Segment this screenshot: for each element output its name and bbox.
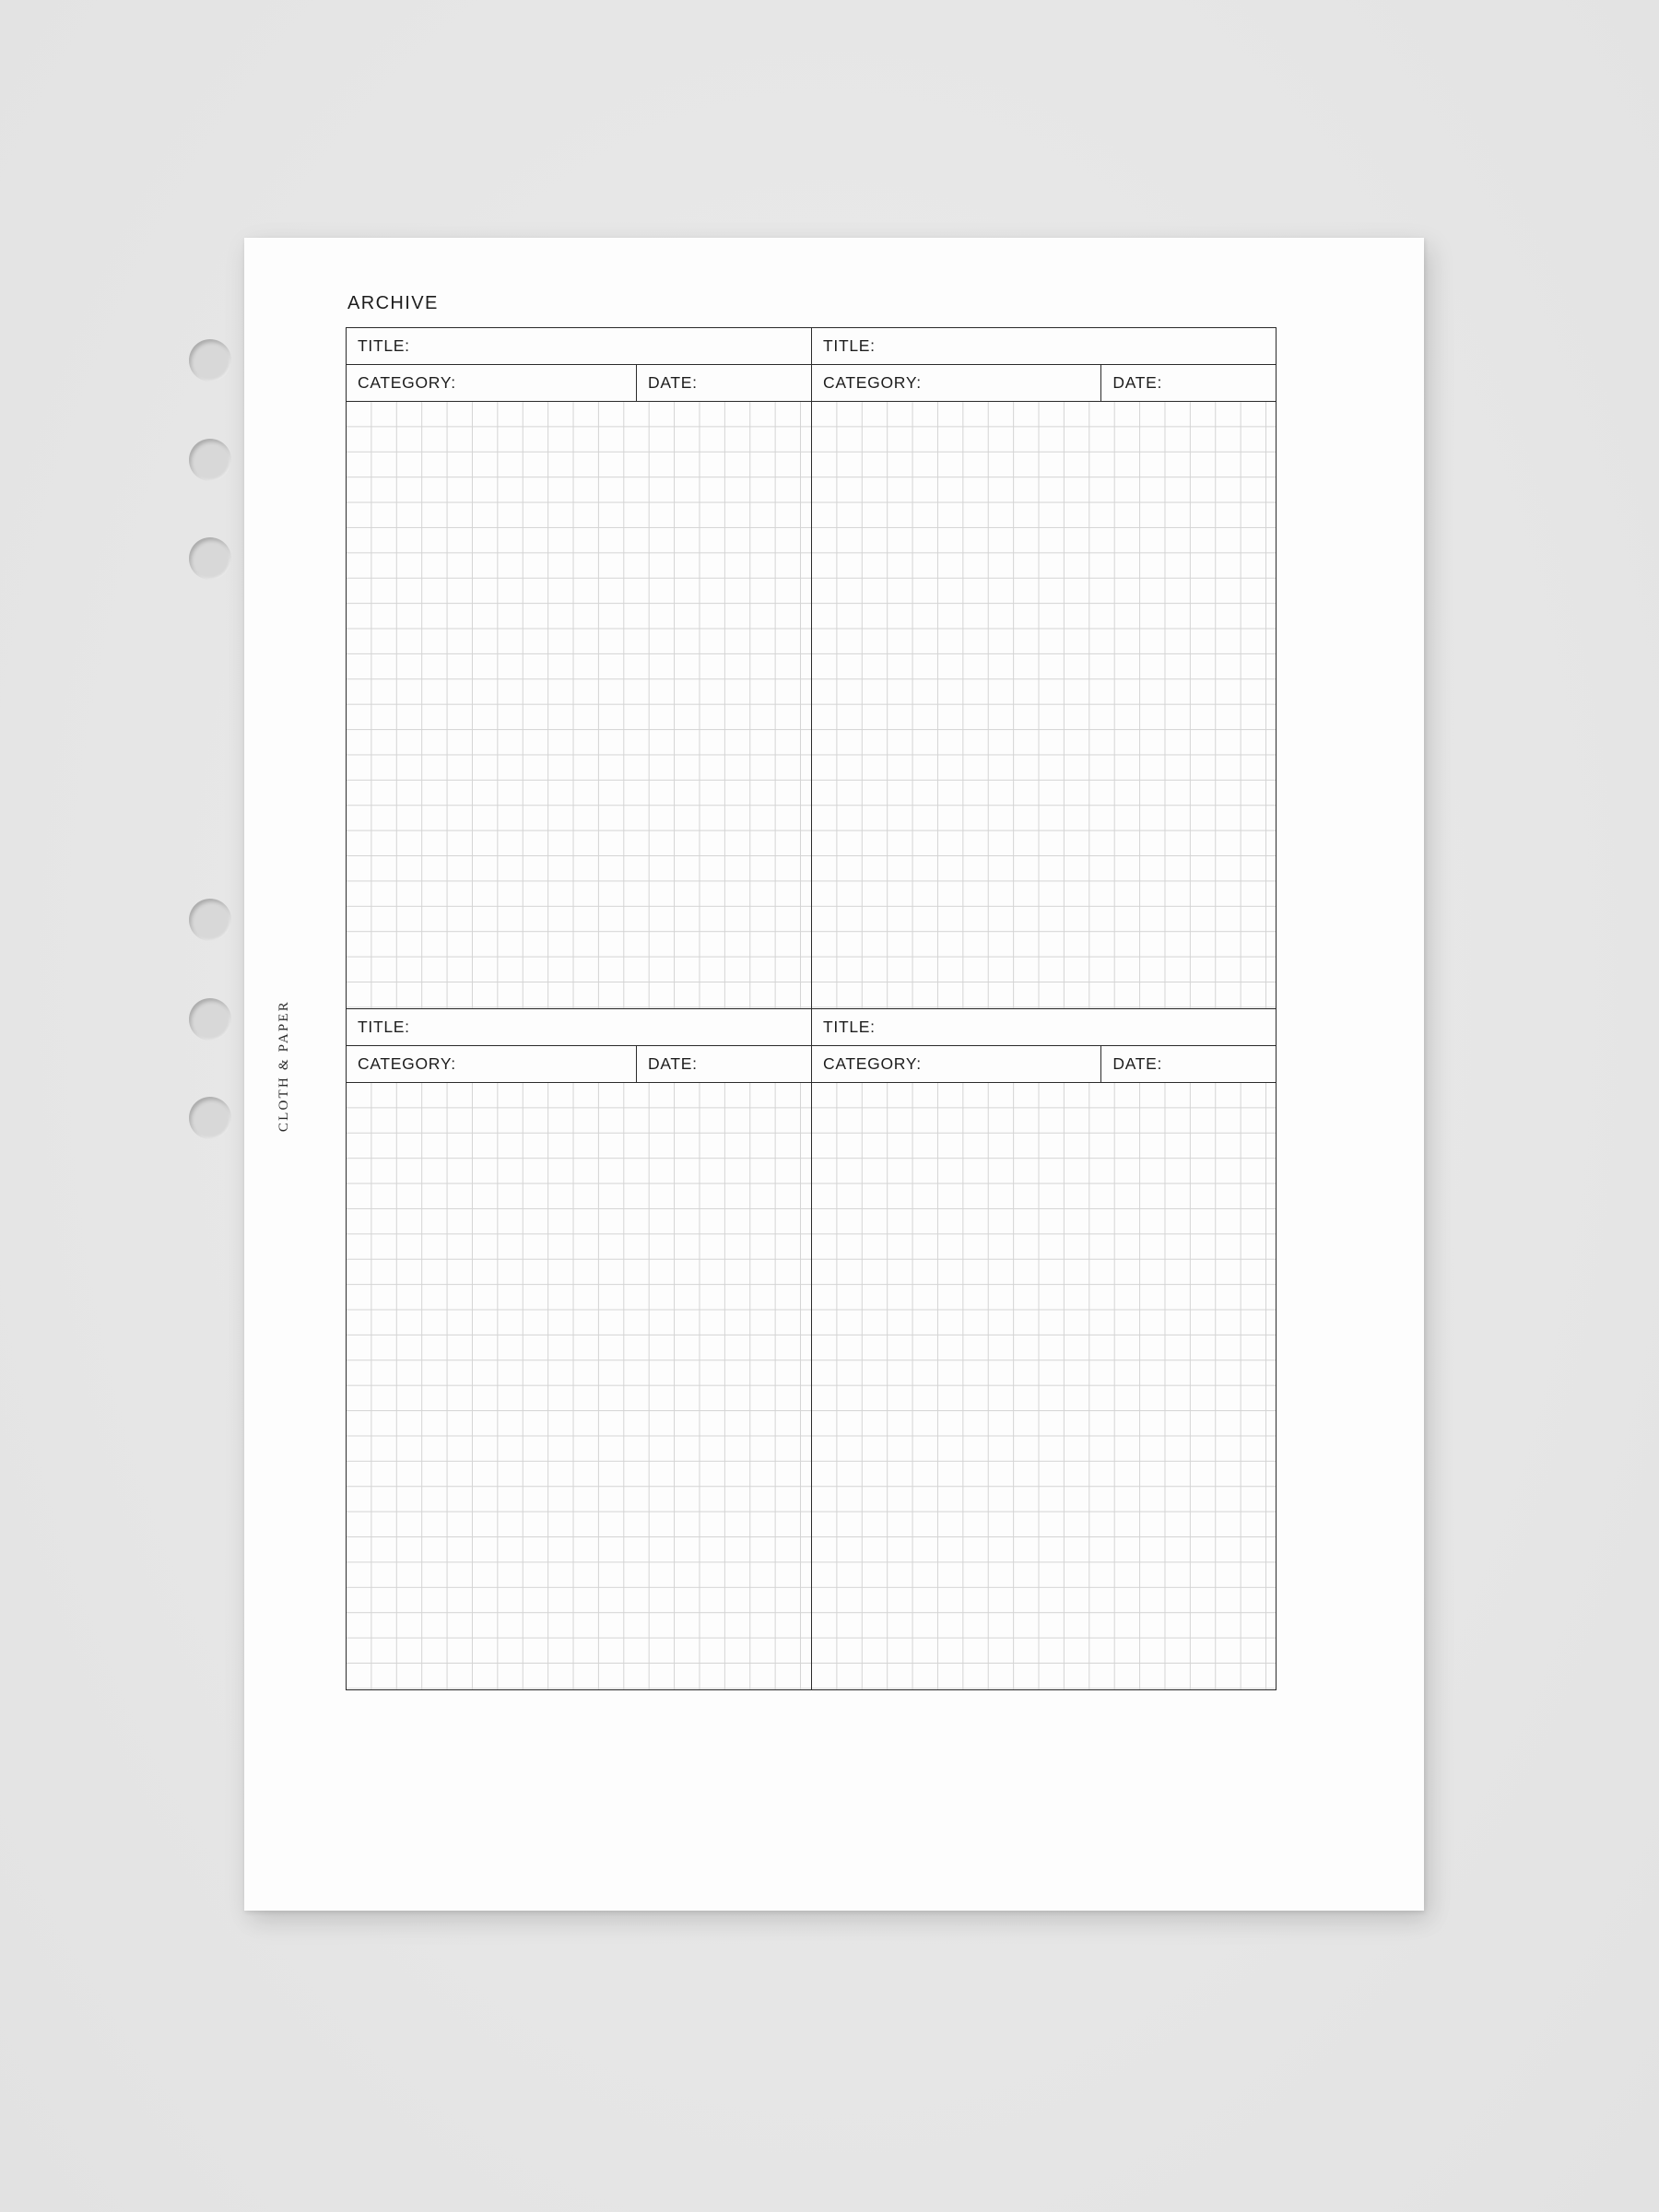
entry-1-meta — [347, 365, 811, 401]
title-row-top — [347, 328, 1276, 365]
brand-mark: CLOTH & PAPER — [276, 1000, 291, 1133]
entry-4-meta — [811, 1046, 1276, 1082]
entry-2-meta — [811, 365, 1276, 401]
entry-3-meta — [347, 1046, 811, 1082]
sheet-content — [346, 293, 1277, 1690]
grid-row-top — [347, 402, 1276, 1008]
entry-3-title-label: TITLE: — [358, 1018, 410, 1036]
entry-1-grid-area[interactable] — [347, 402, 811, 1008]
punch-hole-5 — [189, 998, 231, 1041]
entry-1-category-label[interactable]: CATEGORY: — [347, 365, 637, 401]
entry-4-title-cell[interactable] — [811, 1009, 1276, 1045]
planner-sheet — [244, 238, 1424, 1911]
entry-3-grid-area[interactable] — [347, 1083, 811, 1689]
page-title: ARCHIVE — [347, 293, 439, 313]
entry-4-category-label[interactable]: CATEGORY: — [812, 1046, 1101, 1082]
entry-2-title-cell[interactable] — [811, 328, 1276, 364]
punch-hole-1 — [189, 339, 231, 382]
punch-hole-2 — [189, 439, 231, 481]
entry-2-grid-area[interactable] — [811, 402, 1276, 1008]
punch-hole-3 — [189, 537, 231, 580]
punch-hole-4 — [189, 899, 231, 941]
archive-block-bottom — [346, 1008, 1277, 1690]
entry-4-grid-area[interactable] — [811, 1083, 1276, 1689]
entry-2-date-label[interactable]: DATE: — [1112, 373, 1163, 392]
entry-1-title-cell[interactable] — [347, 328, 811, 364]
entry-3-title-cell[interactable] — [347, 1009, 811, 1045]
archive-block-top — [346, 327, 1277, 1008]
entry-4-date-label[interactable]: DATE: — [1112, 1054, 1163, 1073]
title-row-bottom — [347, 1009, 1276, 1046]
meta-row-top — [347, 365, 1276, 402]
entry-3-category-label[interactable]: CATEGORY: — [347, 1046, 637, 1082]
entry-1-date-label[interactable]: DATE: — [648, 373, 698, 392]
meta-row-bottom — [347, 1046, 1276, 1083]
entry-2-title-label: TITLE: — [823, 336, 876, 355]
entry-3-date-label[interactable]: DATE: — [648, 1054, 698, 1073]
entry-4-title-label: TITLE: — [823, 1018, 876, 1036]
grid-row-bottom — [347, 1083, 1276, 1689]
punch-hole-6 — [189, 1097, 231, 1139]
entry-1-title-label: TITLE: — [358, 336, 410, 355]
entry-2-category-label[interactable]: CATEGORY: — [812, 365, 1101, 401]
